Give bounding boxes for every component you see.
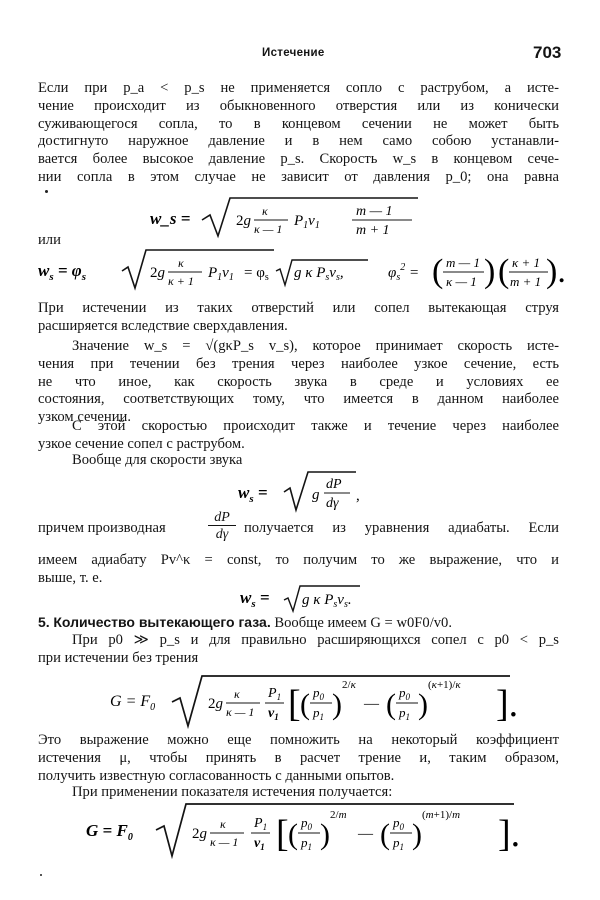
p6-frac-num: dP <box>208 510 236 526</box>
f6-paren-r2: ) <box>412 818 422 851</box>
or-word: или <box>38 232 61 248</box>
p6-lead: причем производная <box>38 520 166 536</box>
p7-line-1: При p0 ≫ p_s и для правильно расширяющихся сопел с p0 < p_s <box>72 632 559 648</box>
paragraph-1 <box>38 80 559 187</box>
f5-2g: 2g <box>208 696 223 712</box>
p3-line-2: чения при течении без трения через наиболее узкое сечение, есть <box>38 355 559 372</box>
f2-eq: = $\varphi_s$ <box>244 265 269 283</box>
p3-line-5: узком сечении. <box>38 409 131 426</box>
p1-line-6: нии сопла в этом случае не зависит от давления p_0; она равна <box>38 168 559 185</box>
f3-comma: , <box>356 488 360 504</box>
f5-kappa-1: κ — 1 <box>226 705 255 719</box>
formula-ws-2 <box>38 246 566 296</box>
ink-speck-2 <box>40 874 42 876</box>
f2-kappa: κ <box>178 256 184 270</box>
f5-p0b: $p_0$ <box>399 685 410 702</box>
p1-line-4: достигнуто наружное давление и в нем само собою устанавли- <box>38 133 559 150</box>
p2-line-1: При истечении из таких отверстий или сопел вытекающая струя <box>38 300 559 316</box>
f5-exp1: 2/κ <box>342 679 356 691</box>
f2-2g: 2g <box>150 265 165 281</box>
p6-frac-den: dγ <box>215 527 229 542</box>
p6-line-2: имеем адиабату Pv^κ = const, то получим то же выражение, что и <box>38 552 559 568</box>
f1-p1v1: $P_1v_1$ <box>294 213 320 231</box>
f1-lhs: w_s = <box>150 209 191 228</box>
f6-p0b: $p_0$ <box>393 815 404 832</box>
f2-m+1: m + 1 <box>510 274 542 289</box>
formula-g-2 <box>86 800 526 862</box>
f6-exp2: (m+1)/m <box>422 809 461 821</box>
f2-paren-l2: ( <box>498 253 510 290</box>
f2-paren-r2: ). <box>546 253 566 290</box>
f2-paren-r1: ) <box>484 253 496 290</box>
f5-kappa: κ <box>234 687 240 701</box>
f6-paren-l1: ( <box>288 818 298 851</box>
p2-line-2: расширяется вследствие сверхдавления. <box>38 317 288 334</box>
p7-line-2: при истечении без трения <box>38 649 199 666</box>
p1-line-1: Если при p_a < p_s не применяется сопло с раструбом, а исте- <box>38 80 559 96</box>
f4-lhs: $w_s$ = <box>240 588 270 610</box>
f2-p1v1: $P_1v_1$ <box>208 265 234 283</box>
formula-ws-3 <box>238 470 378 516</box>
p1-line-2: чение происходит из обыкновенного отверстия или из конически <box>38 97 559 114</box>
f1-m-1: m — 1 <box>356 204 393 219</box>
paragraph-7 <box>38 632 559 668</box>
f5-v1: $v_1$ <box>268 706 279 722</box>
f1-2g: 2g <box>236 213 251 229</box>
paragraph-3 <box>38 338 559 427</box>
paragraph-6-rest <box>38 552 559 588</box>
f5-paren-r1: ) <box>332 688 342 721</box>
section-5-line <box>38 614 559 632</box>
formula-ws-4-svg <box>240 584 380 614</box>
p1-line-3: суживающегося сопла, то в концевом сечении не может быть <box>38 115 559 132</box>
f1-kappa: κ <box>262 204 268 218</box>
p9-line-1: При применении показателя истечения получается: <box>72 784 393 800</box>
paragraph-5 <box>38 452 559 470</box>
p3-line-1: Значение w_s = √(gκP_s v_s), которое принимает скорость исте- <box>72 338 559 354</box>
f6-paren-r1: ) <box>320 818 330 851</box>
section-5 <box>38 614 559 632</box>
f3-g: g <box>312 487 320 503</box>
p4-line-1: С этой скоростью происходит также и течение через наиболее <box>72 418 559 434</box>
f6-P1: $P_1$ <box>254 816 268 832</box>
paragraph-2 <box>38 300 559 336</box>
f5-p1b: $p_1$ <box>399 705 410 722</box>
f6-kappa: κ <box>220 817 226 831</box>
f6-bracket-r: ]. <box>498 813 521 855</box>
f5-bracket-r: ]. <box>496 683 519 725</box>
f5-lhs: $G = F_0$ <box>110 693 156 713</box>
p1-line-5: вается более высокое давление p_s. Скорость w_s в концевом сече- <box>38 151 559 168</box>
f1-m+1: m + 1 <box>356 223 390 238</box>
f6-paren-l2: ( <box>380 818 390 851</box>
p5-line-1: Вообще для скорости звука <box>72 452 243 468</box>
formula-ws-3-svg <box>238 470 378 516</box>
f6-minus: — <box>358 826 373 842</box>
f5-P1: $P_1$ <box>268 686 282 702</box>
f6-p1b: $p_1$ <box>393 835 404 852</box>
formula-g-2-svg <box>86 800 526 862</box>
paragraph-6-line-1 <box>38 510 559 542</box>
f2-paren-l1: ( <box>432 253 444 290</box>
f5-exp2: (κ+1)/κ <box>428 679 461 691</box>
p8-line-1: Это выражение можно еще помножить на некоторый коэффициент <box>38 732 559 748</box>
f2-lhs: $w_s = \varphi_s$ <box>38 261 87 283</box>
f2-m-1: m — 1 <box>446 255 480 270</box>
f5-bracket-l: [ <box>288 683 301 725</box>
f3-radical <box>284 472 356 510</box>
f3-lhs: $w_s$ = <box>238 483 268 505</box>
running-title: Истечение <box>262 47 325 59</box>
p8-line-3: получить известную согласованность с данными опытов. <box>38 767 395 784</box>
f2-gkps: g κ $P_sv_s$, <box>294 265 344 283</box>
p4-line-2: узкое сечение сопел с раструбом. <box>38 435 245 452</box>
paragraph-8 <box>38 732 559 785</box>
section-5-number: 5. <box>38 614 50 630</box>
p6-line-3: выше, т. е. <box>38 569 103 586</box>
f5-p1: $p_1$ <box>313 705 324 722</box>
formula-ws-4 <box>240 584 380 614</box>
f3-dgamma: dγ <box>326 496 339 511</box>
f5-paren-l1: ( <box>300 688 310 721</box>
ink-speck <box>45 190 48 193</box>
p3-line-3: не что иное, как скорость звука в среде и условиях ее <box>38 373 559 390</box>
f6-p1: $p_1$ <box>301 835 312 852</box>
formula-g-1-svg <box>110 672 530 732</box>
f2-k+1: κ + 1 <box>512 255 541 270</box>
section-5-rest: Вообще имеем G = w0F0/v0. <box>274 615 452 631</box>
paragraph-4 <box>38 418 559 454</box>
section-5-title: Количество вытекающего газа. <box>53 614 271 630</box>
page-header <box>0 43 600 69</box>
f6-kappa-1: κ — 1 <box>210 835 239 849</box>
f6-exp1: 2/m <box>330 809 347 821</box>
f6-p0: $p_0$ <box>301 815 312 832</box>
f6-bracket-l: [ <box>276 813 289 855</box>
f5-p0: $p_0$ <box>313 685 324 702</box>
f2-k-1: κ — 1 <box>446 274 477 289</box>
f1-kappa-1: κ — 1 <box>254 222 283 236</box>
f5-paren-r2: ) <box>418 688 428 721</box>
f6-v1: $v_1$ <box>254 836 265 852</box>
f5-paren-l2: ( <box>386 688 396 721</box>
f2-phi2: $\varphi_s^2$ = <box>388 262 420 283</box>
p3-line-4: состояния, соответствующих тому, что имеется в данном наиболее <box>38 391 559 408</box>
p8-line-2: истечения μ, чтобы принять в расчет трение и, таким образом, <box>38 749 559 766</box>
formula-ws-2-svg <box>38 246 566 296</box>
f4-gkps: g κ $P_sv_s$. <box>302 592 352 610</box>
f6-lhs: $G = F_0$ <box>86 821 133 843</box>
p6-tail: получается из уравнения адиабаты. Если <box>244 520 559 536</box>
f5-minus: — <box>364 696 379 712</box>
f2-kappa+1: κ + 1 <box>168 274 194 288</box>
f3-dp: dP <box>326 477 342 492</box>
f6-2g: 2g <box>192 826 207 842</box>
formula-g-1 <box>110 672 530 732</box>
page-number: 703 <box>533 43 562 62</box>
